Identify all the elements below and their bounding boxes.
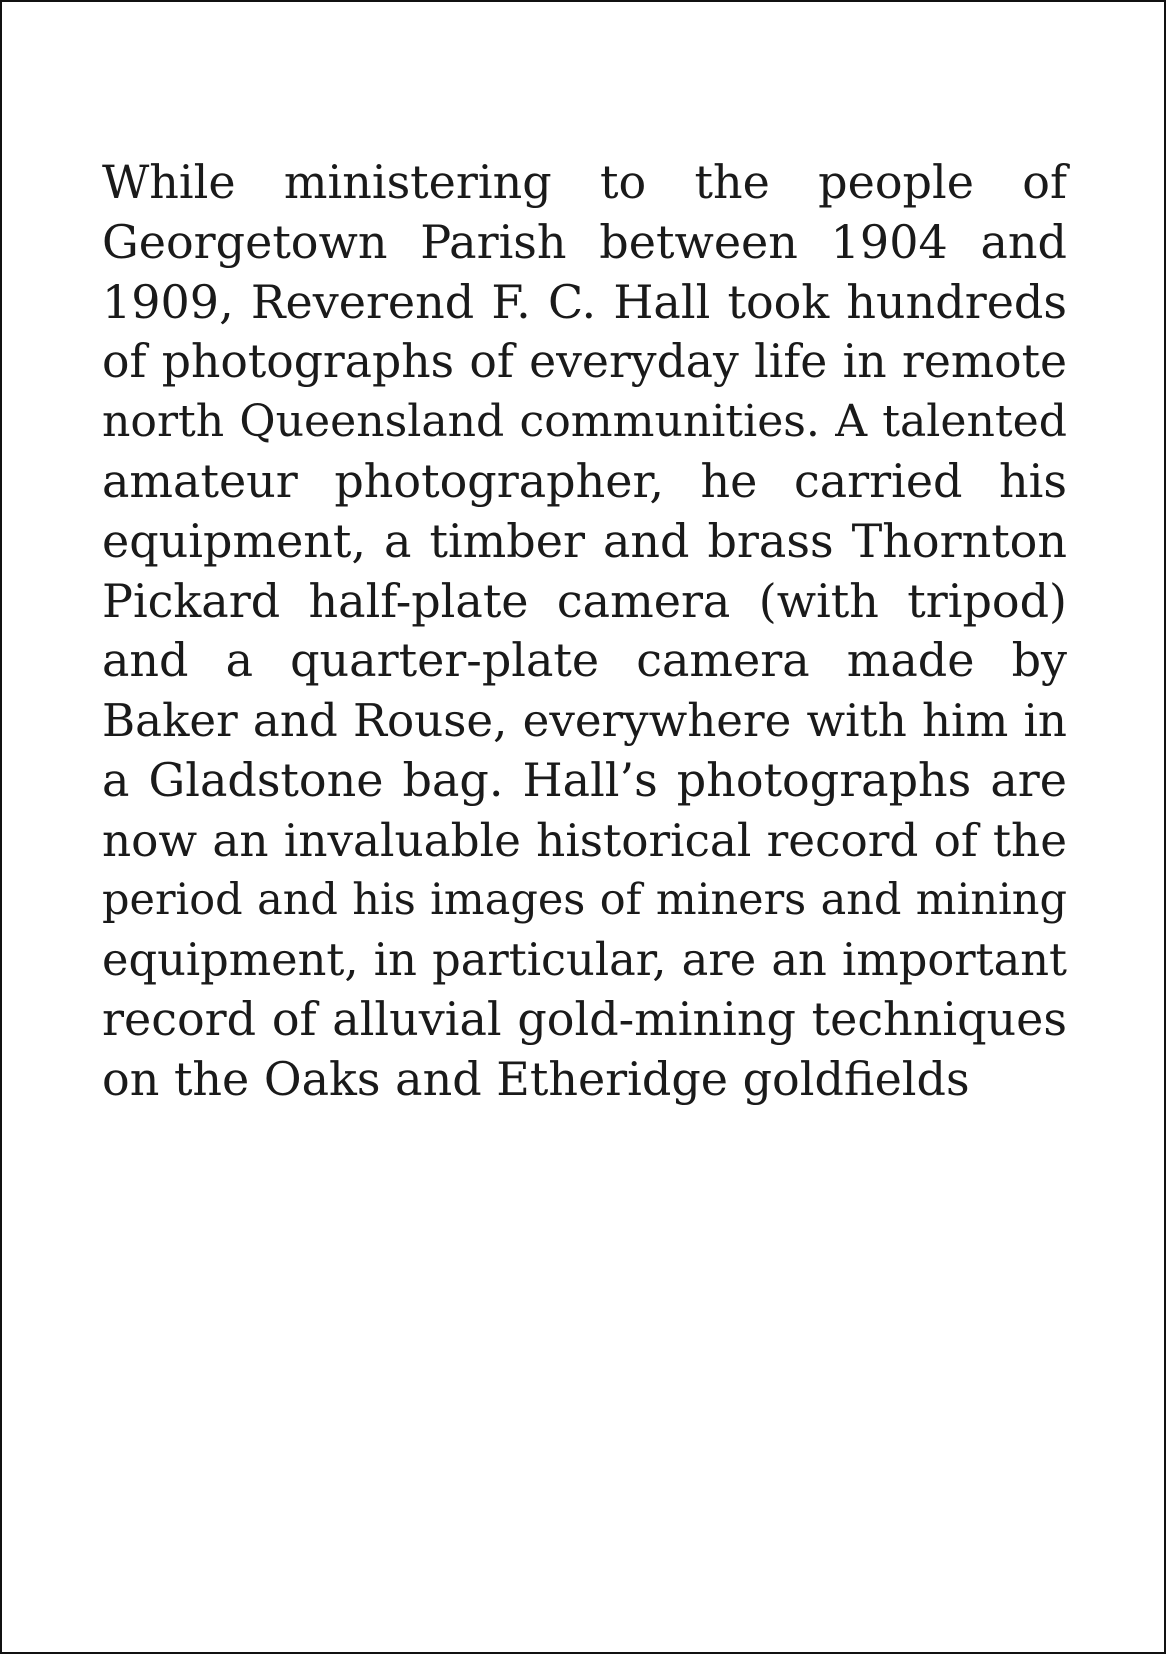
paragraph-line-10: Baker and Rouse, everywhere with him in <box>102 694 1067 748</box>
body-paragraph <box>102 153 1067 1110</box>
paragraph-line-9: and a quarter-plate camera made by <box>102 633 1067 688</box>
paragraph-line-5: north Queensland communities. A talented <box>102 396 1067 448</box>
paragraph-line-14: equipment, in particular, are an important <box>102 933 1067 987</box>
paragraph-line-2: Georgetown Parish between 1904 and <box>102 214 1067 269</box>
paragraph-line-16: on the Oaks and Etheridge goldfields <box>102 1051 970 1106</box>
paragraph-line-6: amateur photographer, he carried his <box>102 453 1067 508</box>
paragraph-line-15: record of alluvial gold-mining techniques <box>102 992 1067 1047</box>
paragraph-line-7: equipment, a timber and brass Thornton <box>102 513 1067 568</box>
paragraph-line-11: a Gladstone bag. Hall’s photographs are <box>102 752 1067 807</box>
paragraph-line-3: 1909, Reverend F. C. Hall took hundreds <box>102 274 1067 329</box>
paragraph-line-13: period and his images of miners and mining <box>102 874 1067 925</box>
paragraph-line-1: While ministering to the people of <box>102 155 1067 209</box>
paragraph-line-4: of photographs of everyday life in remote <box>102 335 1067 389</box>
paragraph-line-12: now an invaluable historical record of the <box>102 813 1067 867</box>
paragraph-line-8: Pickard half-plate camera (with tripod) <box>102 573 1067 628</box>
